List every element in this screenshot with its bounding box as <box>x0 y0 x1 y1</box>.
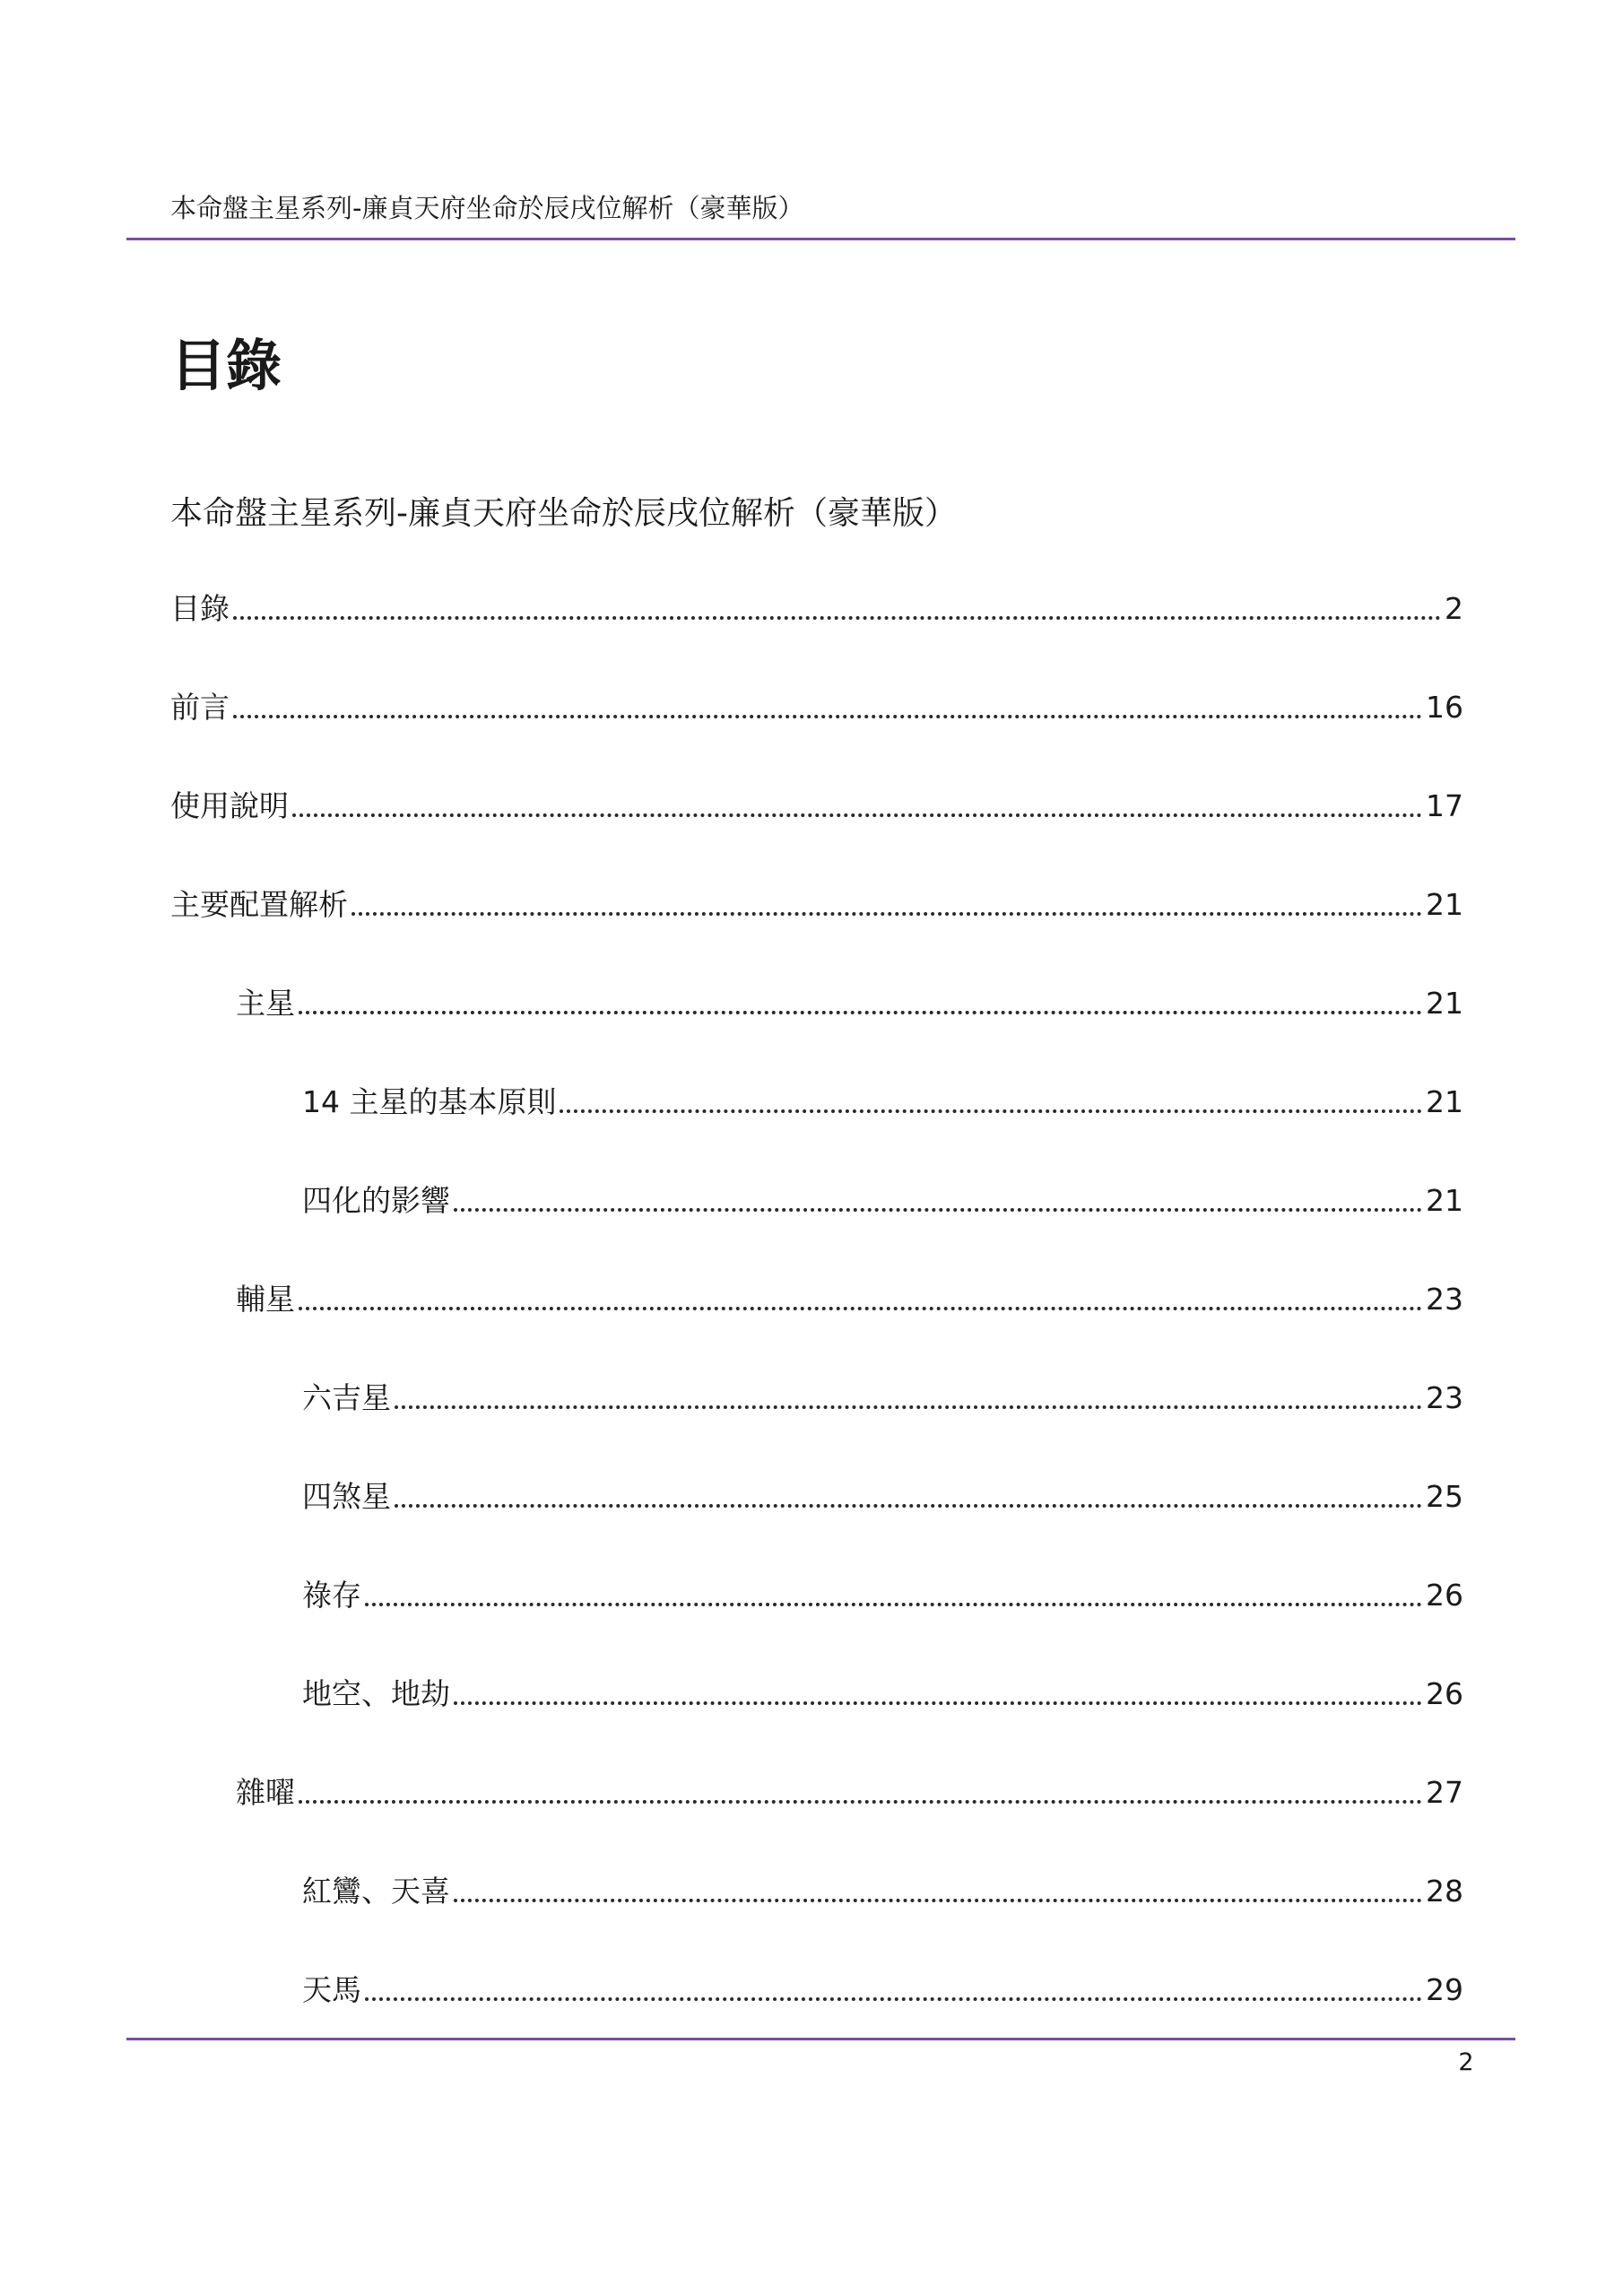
toc-entry-page: 29 <box>1426 1972 1463 2007</box>
toc-entry[interactable] <box>236 1279 1463 1320</box>
dot-leader <box>395 1405 1422 1409</box>
toc-entry-label: 四化的影響 <box>302 1183 450 1218</box>
toc-entry-page: 21 <box>1426 986 1463 1021</box>
toc-entry-label: 地空、地劫 <box>302 1676 450 1711</box>
toc-entry-page: 26 <box>1426 1676 1463 1711</box>
toc-entry[interactable] <box>236 983 1463 1024</box>
dot-leader <box>365 1997 1422 2001</box>
toc-entry[interactable] <box>302 1378 1463 1419</box>
dot-leader <box>292 813 1422 817</box>
toc-entry-page: 17 <box>1426 788 1463 823</box>
toc-entry-label: 主星 <box>236 986 295 1021</box>
dot-leader <box>233 715 1422 718</box>
toc-entry-page: 26 <box>1426 1578 1463 1613</box>
toc-entry[interactable] <box>302 1575 1463 1616</box>
toc-entry-page: 2 <box>1445 591 1463 626</box>
toc-entry-label: 四煞星 <box>302 1479 391 1514</box>
toc-entry-page: 23 <box>1426 1282 1463 1317</box>
toc-entry-label: 祿存 <box>302 1578 361 1613</box>
toc-entry-label: 六吉星 <box>302 1380 391 1415</box>
page-number: 2 <box>1458 2048 1474 2076</box>
toc-entry-label: 雜曜 <box>236 1775 295 1810</box>
toc-entry[interactable] <box>302 1674 1463 1715</box>
dot-leader <box>454 1899 1422 1902</box>
toc-entry-page: 28 <box>1426 1874 1463 1909</box>
toc-entry[interactable] <box>302 1082 1463 1123</box>
toc-entry-page: 21 <box>1426 1084 1463 1119</box>
dot-leader <box>395 1504 1422 1508</box>
toc-entry-label: 目錄 <box>170 591 230 626</box>
toc-entry-label: 使用說明 <box>170 788 289 823</box>
toc-document-title: 本命盤主星系列-廉貞天府坐命於辰戌位解析（豪華版） <box>170 495 957 532</box>
dot-leader <box>299 1800 1422 1804</box>
toc-entry[interactable] <box>170 884 1463 926</box>
toc-entry-label: 前言 <box>170 690 230 725</box>
toc-entry-label: 輔星 <box>236 1282 295 1317</box>
toc-entry[interactable] <box>302 1970 1463 2011</box>
toc-entry[interactable] <box>302 1180 1463 1222</box>
dot-leader <box>454 1701 1422 1705</box>
toc-entry-label: 主要配置解析 <box>170 887 348 922</box>
toc-entry-label: 天馬 <box>302 1972 361 2007</box>
toc-entry[interactable] <box>236 1772 1463 1813</box>
toc-entry-page: 21 <box>1426 887 1463 922</box>
toc-entry-page: 21 <box>1426 1183 1463 1218</box>
toc-entry-label: 14 主星的基本原則 <box>302 1084 557 1119</box>
toc-heading: 目錄 <box>170 333 282 398</box>
footer-rule <box>126 2038 1515 2040</box>
toc-entry-page: 16 <box>1426 690 1463 725</box>
running-header: 本命盤主星系列-廉貞天府坐命於辰戌位解析（豪華版） <box>170 193 804 223</box>
toc-entry[interactable] <box>170 786 1463 827</box>
dot-leader <box>299 1307 1422 1310</box>
toc-entry[interactable] <box>302 1476 1463 1518</box>
toc-entry-label: 紅鸞、天喜 <box>302 1874 450 1909</box>
toc-entry-page: 25 <box>1426 1479 1463 1514</box>
toc-entry[interactable] <box>302 1871 1463 1912</box>
toc-entry[interactable] <box>170 687 1463 728</box>
dot-leader <box>299 1011 1422 1014</box>
dot-leader <box>352 912 1422 916</box>
dot-leader <box>233 616 1441 620</box>
dot-leader <box>454 1208 1422 1212</box>
toc-entry-page: 27 <box>1426 1775 1463 1810</box>
toc-entry[interactable] <box>170 588 1463 630</box>
toc-entry-page: 23 <box>1426 1380 1463 1415</box>
dot-leader <box>560 1109 1422 1113</box>
dot-leader <box>365 1603 1422 1606</box>
